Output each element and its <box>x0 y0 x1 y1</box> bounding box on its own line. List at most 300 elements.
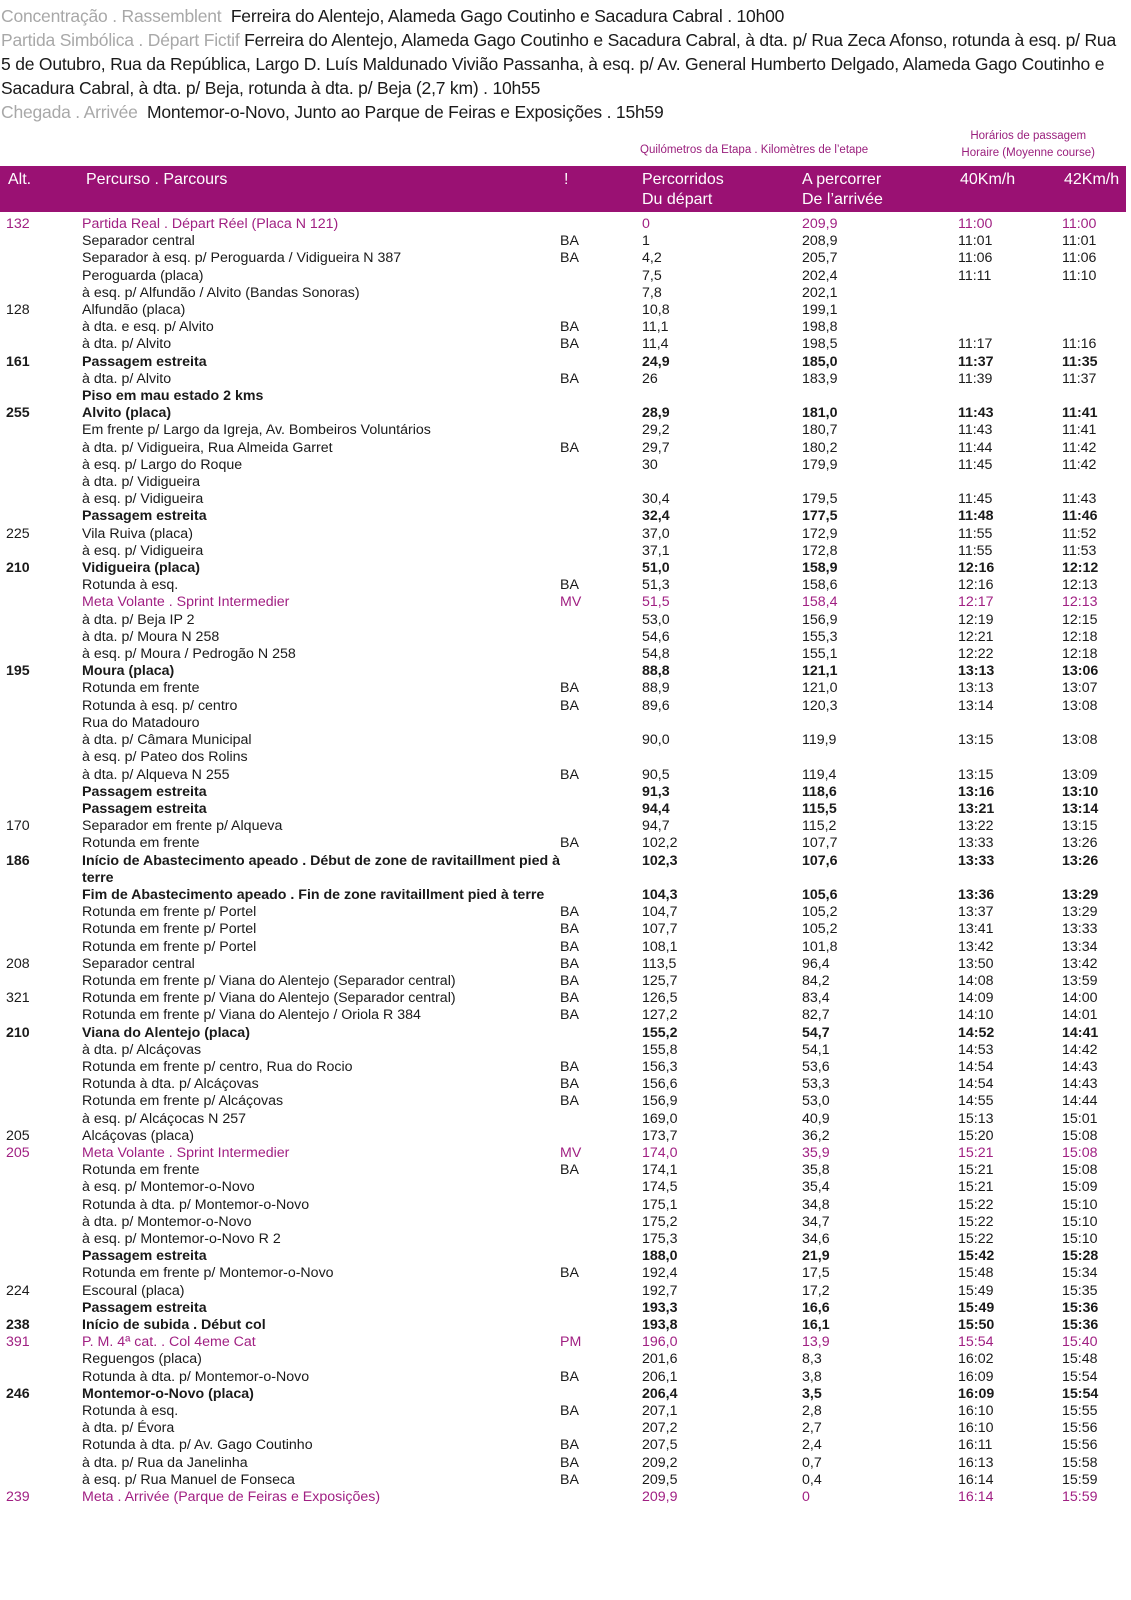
cell-flag: BA <box>560 697 579 714</box>
cell-dep: 209,2 <box>642 1454 678 1471</box>
cell-desc: Rotunda em frente <box>82 680 200 697</box>
cell-alt <box>0 1300 82 1317</box>
cell-alt: 391 <box>6 1334 30 1351</box>
table-row <box>0 302 1126 319</box>
cell-desc: Separador central <box>82 955 195 972</box>
cell-flag <box>560 1214 642 1231</box>
intro-label: Concentração . Rassemblent <box>1 6 222 26</box>
col-header-alt: Alt. <box>8 171 32 188</box>
cell-flag <box>560 543 642 560</box>
cell-t42: 13:10 <box>1062 783 1099 800</box>
cell-flag <box>560 1231 642 1248</box>
cell-desc: Passagem estreita <box>82 800 207 817</box>
cell-t40: 11:17 <box>958 336 993 353</box>
cell-t40: 13:16 <box>958 783 995 800</box>
cell-flag: BA <box>560 680 579 697</box>
table-row <box>0 285 1126 302</box>
cell-t42: 11:01 <box>1062 233 1097 250</box>
cell-desc: Montemor-o-Novo (placa) <box>82 1385 254 1402</box>
cell-t40: 14:54 <box>958 1076 994 1093</box>
cell-flag <box>560 268 642 285</box>
cell-alt <box>0 474 82 491</box>
times-caption <box>961 128 1095 162</box>
cell-alt <box>0 1059 82 1076</box>
cell-alt <box>0 371 82 388</box>
cell-t42: 12:18 <box>1062 646 1098 663</box>
cell-flag <box>560 749 642 766</box>
table-row <box>0 1162 1126 1179</box>
cell-dep: 175,1 <box>642 1196 678 1213</box>
cell-dep: 156,6 <box>642 1076 678 1093</box>
cell-t42: 15:58 <box>1062 1454 1098 1471</box>
cell-t42: 12:18 <box>1062 628 1098 645</box>
cell-desc: Rotunda à esq. p/ centro <box>82 697 238 714</box>
cell-alt <box>0 1179 82 1196</box>
cell-t40: 14:09 <box>958 990 994 1007</box>
cell-flag: BA <box>560 1437 579 1454</box>
cell-arr: 34,6 <box>802 1230 830 1247</box>
cell-t42: 15:08 <box>1062 1127 1098 1144</box>
table-row <box>0 1300 1126 1317</box>
cell-arr: 21,9 <box>802 1248 830 1265</box>
table-row <box>0 1265 1126 1282</box>
cell-dep: 107,7 <box>642 921 678 938</box>
cell-alt: 128 <box>6 302 30 319</box>
cell-arr: 155,1 <box>802 646 838 663</box>
col-header-flag: ! <box>564 171 569 188</box>
cell-dep: 196,0 <box>642 1334 678 1351</box>
cell-desc: Separador à esq. p/ Peroguarda / Vidigueira N 387 <box>82 250 402 267</box>
table-row <box>0 1317 1126 1334</box>
cell-flag <box>560 887 642 904</box>
cell-alt <box>0 388 82 405</box>
cell-desc: à dta. p/ Alcáçovas <box>82 1041 202 1058</box>
cell-alt <box>0 543 82 560</box>
cell-flag <box>560 853 642 887</box>
cell-flag <box>560 1179 642 1196</box>
cell-arr: 181,0 <box>802 405 838 422</box>
cell-arr: 172,9 <box>802 525 838 542</box>
cell-t40: 13:21 <box>958 800 995 817</box>
cell-t40: 14:54 <box>958 1058 994 1075</box>
cell-desc: à esq. p/ Alfundão / Alvito (Bandas Sonoras) <box>82 284 360 301</box>
cell-flag <box>560 663 642 680</box>
cell-t42: 13:08 <box>1062 697 1098 714</box>
itinerary-table <box>0 216 1126 1506</box>
cell-arr: 0 <box>802 1489 810 1506</box>
cell-t42: 15:35 <box>1062 1282 1098 1299</box>
cell-t42: 13:07 <box>1062 680 1098 697</box>
cell-alt <box>0 646 82 663</box>
cell-flag: BA <box>560 1454 579 1471</box>
cell-arr: 107,6 <box>802 852 838 869</box>
intro-finish <box>1 100 1126 124</box>
cell-flag <box>560 216 642 233</box>
cell-alt <box>0 767 82 784</box>
cell-desc: Rotunda em frente p/ Viana do Alentejo (Separador central) <box>82 990 456 1007</box>
cell-desc: à esq. p/ Rua Manuel de Fonseca <box>82 1471 295 1488</box>
cell-t42: 13:29 <box>1062 904 1098 921</box>
intro-value: Montemor-o-Novo, Junto ao Parque de Feiras e Exposições . 15h59 <box>147 102 664 122</box>
table-row <box>0 371 1126 388</box>
cell-desc: Rotunda em frente p/ Portel <box>82 904 257 921</box>
cell-t42: 14:43 <box>1062 1076 1098 1093</box>
cell-alt: 161 <box>6 353 30 370</box>
cell-desc: à dta. p/ Alvito <box>82 370 172 387</box>
cell-dep: 90,5 <box>642 766 670 783</box>
col-header-from-start-1: Percorridos <box>642 171 724 188</box>
cell-t42: 14:44 <box>1062 1093 1098 1110</box>
cell-arr: 156,9 <box>802 611 838 628</box>
cell-t42 <box>1062 749 1126 766</box>
table-row <box>0 577 1126 594</box>
cell-flag: BA <box>560 370 579 387</box>
cell-arr: 53,0 <box>802 1093 830 1110</box>
cell-arr: 209,9 <box>802 216 838 232</box>
cell-t40: 13:14 <box>958 697 994 714</box>
cell-t42: 11:43 <box>1062 491 1097 508</box>
cell-t42: 15:09 <box>1062 1179 1098 1196</box>
cell-arr <box>802 715 958 732</box>
cell-flag <box>560 302 642 319</box>
cell-dep: 1 <box>642 233 650 250</box>
cell-desc: Rotunda à dta. p/ Alcáçovas <box>82 1076 259 1093</box>
cell-arr: 35,8 <box>802 1162 830 1179</box>
cell-t42: 15:08 <box>1062 1144 1098 1161</box>
cell-t40: 13:42 <box>958 938 994 955</box>
cell-t42: 15:10 <box>1062 1230 1098 1247</box>
intro-value: Ferreira do Alentejo, Alameda Gago Coutinho e Sacadura Cabral, à dta. p/ Rua Zeca Afonso, rotunda à esq. p/ Rua 5 de Outubro, Rua da República, Largo D. Luís Maldunado Vivião Passanha, à esq. p/ Av. General Humberto Delgado, Alameda Gago Coutinho e Sacadura Cabral, à dta. p/ Beja, rotunda à dta. p/ Beja (2,7 km) . 10h55 <box>1 30 1117 98</box>
table-row <box>0 474 1126 491</box>
cell-t40: 15:22 <box>958 1230 994 1247</box>
cell-alt <box>0 577 82 594</box>
cell-t42: 14:41 <box>1062 1024 1099 1041</box>
cell-flag: BA <box>560 938 579 955</box>
table-header <box>0 166 1126 212</box>
cell-t42: 11:10 <box>1062 267 1097 284</box>
cell-t40: 16:10 <box>958 1420 994 1437</box>
cell-desc: Alcáçovas (placa) <box>82 1127 194 1144</box>
cell-desc: Reguengos (placa) <box>82 1351 202 1368</box>
cell-flag: MV <box>560 1144 582 1161</box>
cell-t40: 13:41 <box>958 921 994 938</box>
cell-t40: 11:43 <box>958 422 993 439</box>
cell-alt <box>0 698 82 715</box>
cell-flag <box>560 560 642 577</box>
cell-flag <box>560 1317 642 1334</box>
cell-t42: 14:42 <box>1062 1041 1098 1058</box>
cell-dep: 193,3 <box>642 1299 678 1316</box>
cell-flag <box>560 405 642 422</box>
cell-t42: 13:42 <box>1062 955 1098 972</box>
cell-desc: Rotunda em frente p/ Portel <box>82 921 257 938</box>
cell-desc: à dta. p/ Montemor-o-Novo <box>82 1213 252 1230</box>
cell-alt <box>0 784 82 801</box>
cell-t40: 15:49 <box>958 1299 995 1316</box>
cell-desc: Escoural (placa) <box>82 1282 185 1299</box>
col-header-route: Percurso . Parcours <box>86 171 228 188</box>
table-row <box>0 440 1126 457</box>
cell-flag <box>560 629 642 646</box>
table-row <box>0 405 1126 422</box>
cell-arr: 54,7 <box>802 1024 830 1041</box>
cell-desc: Rotunda em frente p/ Viana do Alentejo (Separador central) <box>82 972 456 989</box>
cell-desc: Meta Volante . Sprint Intermedier <box>82 594 290 611</box>
cell-alt: 321 <box>6 990 30 1007</box>
cell-t42: 15:01 <box>1062 1110 1098 1127</box>
cell-dep: 125,7 <box>642 972 678 989</box>
cell-t42: 15:59 <box>1062 1471 1098 1488</box>
cell-t42: 14:43 <box>1062 1058 1098 1075</box>
cell-dep: 169,0 <box>642 1110 678 1127</box>
cell-alt: 132 <box>6 216 30 232</box>
cell-t40: 15:50 <box>958 1317 995 1333</box>
cell-t40: 11:37 <box>958 353 994 370</box>
cell-alt <box>0 1007 82 1024</box>
cell-arr: 155,3 <box>802 628 838 645</box>
cell-dep: 104,7 <box>642 904 678 921</box>
cell-t42: 15:40 <box>1062 1334 1098 1351</box>
cell-dep: 0 <box>642 216 650 232</box>
cell-t40: 13:37 <box>958 904 994 921</box>
cell-dep: 24,9 <box>642 353 670 370</box>
cell-desc: Rotunda em frente p/ Viana do Alentejo / Oriola R 384 <box>82 1007 421 1024</box>
cell-t42 <box>1062 715 1126 732</box>
cell-desc: à dta. p/ Alqueva N 255 <box>82 766 230 783</box>
cell-t40: 15:49 <box>958 1282 994 1299</box>
intro-assembly <box>1 4 1126 28</box>
cell-alt <box>0 1162 82 1179</box>
cell-flag <box>560 474 642 491</box>
table-row <box>0 853 1126 887</box>
cell-t42 <box>1062 302 1126 319</box>
cell-t40: 13:33 <box>958 852 995 869</box>
cell-t40: 16:11 <box>958 1437 993 1454</box>
cell-alt: 205 <box>6 1127 30 1144</box>
cell-desc: Fim de Abastecimento apeado . Fin de zone ravitaillment pied à terre <box>82 886 545 903</box>
cell-dep: 126,5 <box>642 990 678 1007</box>
cell-desc: Rotunda à dta. p/ Av. Gago Coutinho <box>82 1437 313 1454</box>
table-row <box>0 1076 1126 1093</box>
table-row <box>0 216 1126 233</box>
cell-dep: 174,1 <box>642 1162 678 1179</box>
cell-t42: 15:10 <box>1062 1196 1098 1213</box>
cell-flag <box>560 1300 642 1317</box>
table-row <box>0 1472 1126 1489</box>
cell-t40: 15:21 <box>958 1179 994 1196</box>
table-row <box>0 680 1126 697</box>
cell-t40: 16:09 <box>958 1368 994 1385</box>
cell-alt: 208 <box>6 955 30 972</box>
cell-desc: à esq. p/ Alcáçocas N 257 <box>82 1110 247 1127</box>
cell-t42: 15:36 <box>1062 1299 1099 1316</box>
table-row <box>0 1369 1126 1386</box>
cell-desc: à dta. p/ Moura N 258 <box>82 628 220 645</box>
table-row <box>0 1351 1126 1368</box>
cell-alt <box>0 887 82 904</box>
cell-arr: 180,2 <box>802 439 838 456</box>
cell-t40: 14:10 <box>958 1007 994 1024</box>
cell-dep: 102,2 <box>642 835 678 852</box>
cell-flag <box>560 526 642 543</box>
cell-t40: 12:17 <box>958 594 994 611</box>
cell-arr: 177,5 <box>802 508 838 525</box>
cell-t40: 11:01 <box>958 233 993 250</box>
cell-dep: 193,8 <box>642 1317 678 1333</box>
cell-dep: 29,7 <box>642 439 670 456</box>
intro-label: Chegada . Arrivée <box>1 102 138 122</box>
cell-desc: Início de subida . Début col <box>82 1317 266 1333</box>
cell-t40: 14:53 <box>958 1041 994 1058</box>
cell-t42: 13:15 <box>1062 818 1098 835</box>
cell-t42: 11:06 <box>1062 250 1097 267</box>
cell-arr: 105,2 <box>802 921 838 938</box>
cell-dep: 53,0 <box>642 611 670 628</box>
cell-dep: 28,9 <box>642 405 670 422</box>
cell-t40: 16:14 <box>958 1489 994 1506</box>
cell-desc: Piso em mau estado 2 kms <box>82 388 264 405</box>
cell-flag: BA <box>560 319 579 336</box>
cell-alt <box>0 1042 82 1059</box>
cell-alt: 205 <box>6 1144 30 1161</box>
cell-t42 <box>1062 474 1126 491</box>
col-header-from-start <box>642 170 724 210</box>
cell-dep <box>642 474 802 491</box>
cell-t42: 13:59 <box>1062 972 1098 989</box>
cell-desc: à dta. p/ Rua da Janelinha <box>82 1454 248 1471</box>
table-row <box>0 732 1126 749</box>
cell-arr: 121,0 <box>802 680 838 697</box>
times-caption-line-2: Horaire (Moyenne course) <box>961 147 1095 159</box>
table-row <box>0 508 1126 525</box>
stage-intro <box>1 4 1126 124</box>
cell-t42: 15:56 <box>1062 1437 1098 1454</box>
cell-t42: 15:08 <box>1062 1162 1098 1179</box>
cell-flag: PM <box>560 1334 582 1351</box>
cell-t42: 15:34 <box>1062 1265 1098 1282</box>
cell-dep: 155,2 <box>642 1024 678 1041</box>
table-row <box>0 973 1126 990</box>
cell-dep: 113,5 <box>642 955 677 972</box>
cell-desc: à esq. p/ Vidigueira <box>82 491 204 508</box>
cell-dep: 26 <box>642 370 658 387</box>
cell-flag: BA <box>560 1403 579 1420</box>
cell-flag <box>560 508 642 525</box>
table-row <box>0 1042 1126 1059</box>
cell-alt <box>0 1093 82 1110</box>
cell-t42: 13:09 <box>1062 766 1098 783</box>
cell-t42: 13:33 <box>1062 921 1098 938</box>
cell-alt <box>0 939 82 956</box>
table-row <box>0 767 1126 784</box>
cell-desc: Rotunda à esq. <box>82 1403 179 1420</box>
cell-arr: 84,2 <box>802 972 830 989</box>
cell-desc: Vidigueira (placa) <box>82 560 201 577</box>
cell-arr: 53,3 <box>802 1076 830 1093</box>
cell-t42: 13:06 <box>1062 663 1099 680</box>
km-caption: Quilómetros da Etapa . Kilomètres de l’etape <box>640 144 869 156</box>
cell-flag <box>560 1386 642 1403</box>
cell-flag: BA <box>560 972 579 989</box>
cell-dep: 188,0 <box>642 1248 678 1265</box>
cell-arr: 16,6 <box>802 1299 830 1316</box>
cell-alt <box>0 422 82 439</box>
cell-t40: 12:21 <box>958 628 994 645</box>
table-row <box>0 990 1126 1007</box>
cell-dep: 7,8 <box>642 284 662 301</box>
cell-t40: 13:33 <box>958 835 994 852</box>
cell-dep: 51,5 <box>642 594 670 611</box>
col-header-to-finish-2: De l’arrivée <box>802 191 883 208</box>
cell-t40: 11:44 <box>958 439 993 456</box>
cell-t40: 15:48 <box>958 1265 994 1282</box>
cell-dep: 192,4 <box>642 1265 678 1282</box>
cell-arr: 115,5 <box>802 800 837 817</box>
cell-t40: 14:08 <box>958 972 994 989</box>
cell-alt <box>0 1111 82 1128</box>
cell-t42: 13:26 <box>1062 835 1098 852</box>
cell-arr: 34,8 <box>802 1196 830 1213</box>
cell-alt <box>0 921 82 938</box>
cell-t40: 12:16 <box>958 577 994 594</box>
cell-t42 <box>1062 388 1126 405</box>
cell-t40: 15:54 <box>958 1334 994 1351</box>
cell-flag: BA <box>560 1162 579 1179</box>
cell-dep: 54,6 <box>642 628 670 645</box>
cell-alt: 195 <box>6 663 30 680</box>
cell-dep: 91,3 <box>642 783 670 800</box>
cell-alt <box>0 1369 82 1386</box>
cell-t42: 11:53 <box>1062 542 1097 559</box>
cell-desc: à dta. p/ Vidigueira, Rua Almeida Garret <box>82 439 333 456</box>
cell-t42: 11:42 <box>1062 439 1097 456</box>
table-row <box>0 422 1126 439</box>
cell-t42: 11:37 <box>1062 370 1097 387</box>
cell-flag <box>560 801 642 818</box>
cell-arr: 3,8 <box>802 1368 822 1385</box>
cell-t42: 11:35 <box>1062 353 1098 370</box>
cell-desc: à esq. p/ Pateo dos Rolins <box>82 749 248 766</box>
cell-alt <box>0 1351 82 1368</box>
cell-t42: 15:55 <box>1062 1403 1098 1420</box>
table-row <box>0 1214 1126 1231</box>
cell-arr: 172,8 <box>802 542 838 559</box>
cell-dep: 174,5 <box>642 1179 678 1196</box>
cell-flag: BA <box>560 1265 579 1282</box>
cell-t40: 11:48 <box>958 508 994 525</box>
cell-dep: 37,1 <box>642 542 670 559</box>
cell-arr: 115,2 <box>802 818 837 835</box>
cell-t40: 12:22 <box>958 646 994 663</box>
table-row <box>0 629 1126 646</box>
cell-dep <box>642 749 802 766</box>
cell-arr: 202,4 <box>802 267 838 284</box>
cell-dep: 37,0 <box>642 525 670 542</box>
cell-desc: Passagem estreita <box>82 783 207 800</box>
cell-flag <box>560 1351 642 1368</box>
cell-flag <box>560 1283 642 1300</box>
cell-flag: BA <box>560 336 579 353</box>
cell-alt: 224 <box>6 1282 30 1299</box>
cell-dep: 102,3 <box>642 852 678 869</box>
cell-t40: 11:55 <box>958 525 993 542</box>
cell-t40: 11:45 <box>958 491 993 508</box>
table-row <box>0 1437 1126 1454</box>
cell-arr <box>802 388 958 405</box>
cell-flag: BA <box>560 766 579 783</box>
cell-desc: à dta. p/ Alvito <box>82 336 172 353</box>
table-row <box>0 457 1126 474</box>
